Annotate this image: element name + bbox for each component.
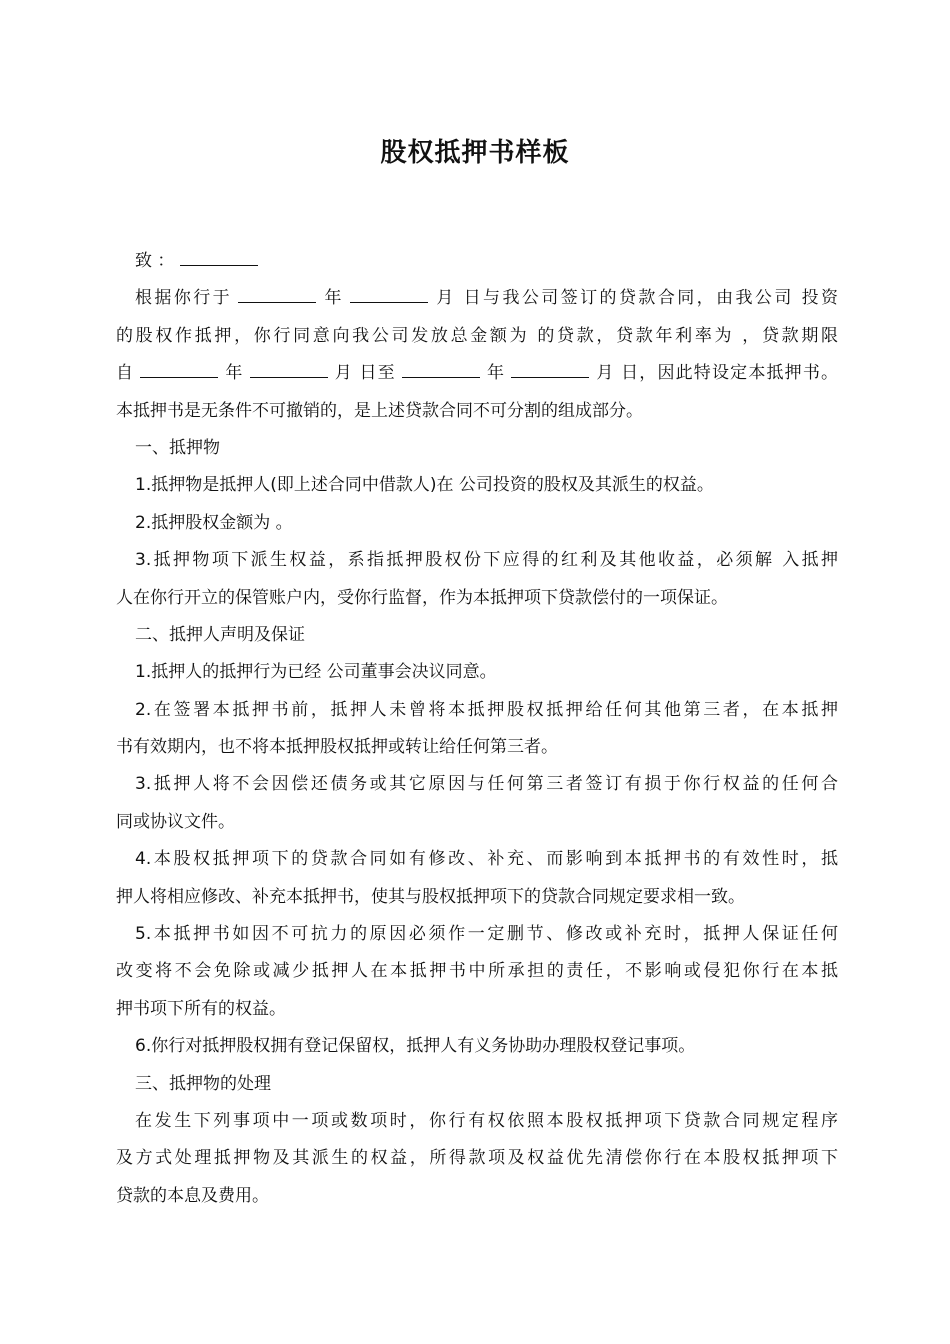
section-3-heading: 三、抵押物的处理	[135, 1073, 271, 1094]
intro-line-2: 的股权作抵押，你行同意向我公司发放总金额为 的贷款，贷款年利率为 ，贷款期限	[116, 325, 838, 346]
addressee-line	[116, 243, 838, 280]
section-3-paragraph: 在发生下列事项中一项或数项时，你行有权依照本股权抵押项下贷款合同规定程序	[135, 1110, 838, 1131]
section-2-item-6: 6.你行对抵押股权拥有登记保留权，抵押人有义务协助办理股权登记事项。	[135, 1036, 696, 1057]
year-blank	[238, 285, 316, 303]
intro-text: 月 日至	[333, 363, 396, 384]
intro-text: 年	[485, 363, 506, 384]
year-blank	[140, 360, 218, 378]
section-2-item-3-cont: 同或协议文件。	[116, 811, 235, 832]
intro-line-4: 本抵押书是无条件不可撤销的，是上述贷款合同不可分割的组成部分。	[116, 400, 643, 421]
addressee-blank	[180, 248, 258, 266]
section-2-item-4-cont: 押人将相应修改、补充本抵押书，使其与股权抵押项下的贷款合同规定要求相一致。	[116, 886, 745, 907]
section-2-item-5-cont: 押书项下所有的权益。	[116, 998, 286, 1019]
month-blank	[511, 360, 589, 378]
section-2-item-3: 3.抵押人将不会因偿还债务或其它原因与任何第三者签订有损于你行权益的任何合	[135, 774, 838, 795]
addressee-label: 致 ：	[135, 251, 175, 271]
intro-line-1	[116, 280, 838, 317]
section-2-item-4: 4.本股权抵押项下的贷款合同如有修改、补充、而影响到本抵押书的有效性时，抵	[135, 849, 838, 870]
intro-text: 月 日与我公司签订的贷款合同，由我公司 投资	[433, 288, 839, 309]
section-2-item-1: 1.抵押人的抵押行为已经 公司董事会决议同意。	[135, 662, 497, 683]
intro-text: 年	[224, 363, 244, 384]
section-3-paragraph-cont: 及方式处理抵押物及其派生的权益，所得款项及权益优先清偿你行在本股权抵押项下	[116, 1148, 838, 1169]
section-3-paragraph-cont: 贷款的本息及费用。	[116, 1185, 269, 1206]
section-1-item-3-cont: 人在你行开立的保管账户内，受你行监督，作为本抵押项下贷款偿付的一项保证。	[116, 587, 728, 608]
intro-text: 自	[116, 363, 135, 384]
section-2-heading: 二、抵押人声明及保证	[135, 624, 305, 645]
section-2-item-5-cont: 改变将不会免除或减少抵押人在本抵押书中所承担的责任，不影响或侵犯你行在本抵	[116, 961, 838, 982]
document-body	[116, 243, 838, 1215]
intro-line-3	[116, 355, 838, 392]
section-1-item-3: 3.抵押物项下派生权益，系指抵押股权份下应得的红利及其他收益，必须解 入抵押	[135, 550, 838, 571]
month-blank	[350, 285, 428, 303]
section-2-item-5: 5.本抵押书如因不可抗力的原因必须作一定删节、修改或补充时，抵押人保证任何	[135, 924, 838, 945]
intro-text: 年	[322, 288, 344, 309]
section-1-item-1: 1.抵押物是抵押人(即上述合同中借款人)在 公司投资的股权及其派生的权益。	[135, 475, 714, 496]
section-1-item-2: 2.抵押股权金额为 。	[135, 512, 293, 533]
intro-text: 月 日，因此特设定本抵押书。	[595, 363, 839, 384]
section-1-heading: 一、抵押物	[135, 437, 220, 458]
section-2-item-2-cont: 书有效期内，也不将本抵押股权抵押或转让给任何第三者。	[116, 737, 558, 758]
section-2-item-2: 2.在签署本抵押书前，抵押人未曾将本抵押股权抵押给任何其他第三者，在本抵押	[135, 699, 838, 720]
intro-text: 根据你行于	[135, 288, 233, 309]
document-title: 股权抵押书样板	[380, 138, 570, 168]
year-blank	[402, 360, 480, 378]
month-blank	[250, 360, 328, 378]
